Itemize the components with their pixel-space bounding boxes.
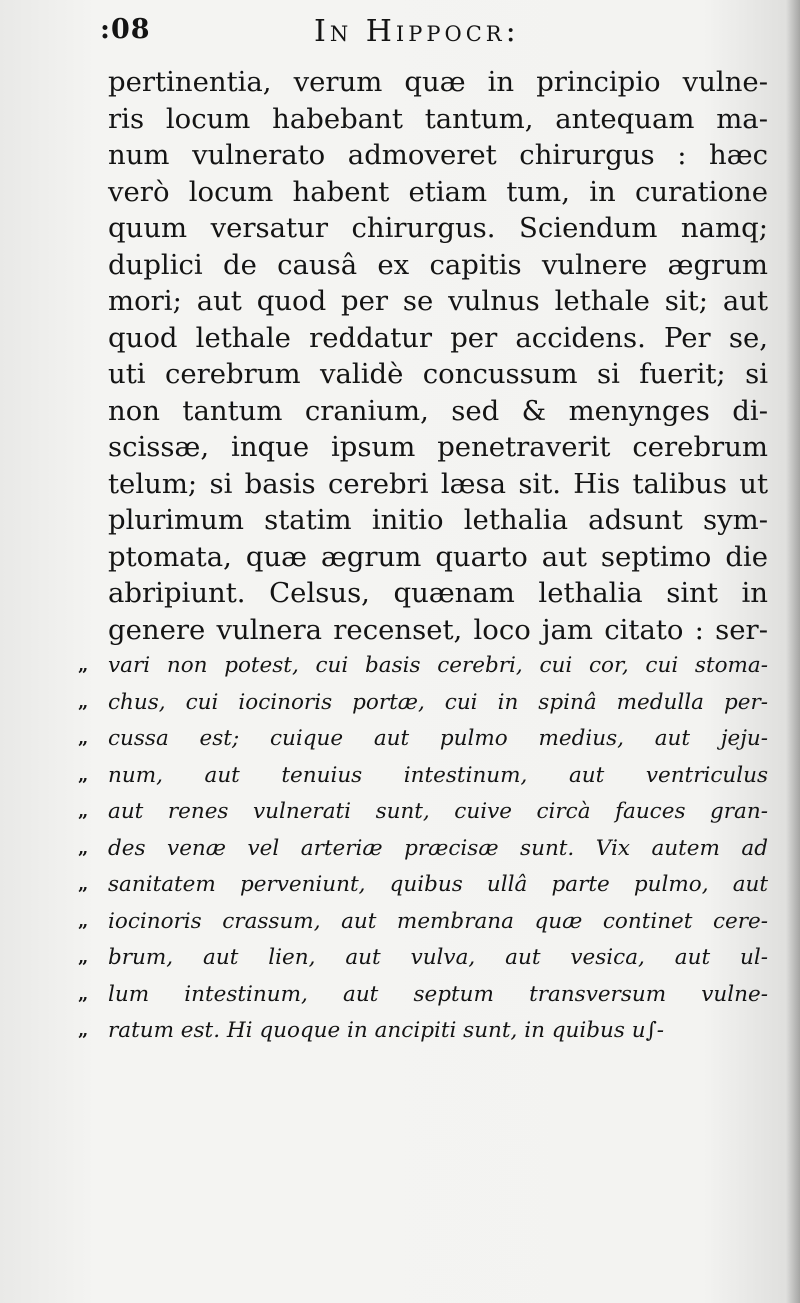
quotation-mark: „ bbox=[78, 801, 89, 822]
quotation-mark: „ bbox=[78, 837, 89, 859]
page-spine-shadow bbox=[786, 0, 800, 1303]
quotation-mark: „ bbox=[78, 910, 89, 932]
text-line bbox=[108, 502, 768, 539]
text-line-content: iocinoris crassum, aut membrana quæ continet cere- bbox=[108, 908, 768, 934]
text-line bbox=[108, 101, 768, 138]
quotation-mark: „ bbox=[78, 1020, 89, 1041]
quotation-mark: „ bbox=[78, 764, 89, 786]
text-line bbox=[108, 429, 768, 466]
text-line bbox=[78, 648, 768, 685]
text-line-content: ris locum habebant tantum, antequam ma- bbox=[108, 102, 768, 135]
text-line bbox=[78, 977, 768, 1014]
text-line bbox=[108, 283, 768, 320]
text-line-content: cussa est; cuique aut pulmo medius, aut jeju- bbox=[108, 726, 768, 751]
text-line bbox=[108, 539, 768, 576]
text-line-content: quod lethale reddatur per accidens. Per se, bbox=[108, 321, 768, 354]
text-line-content: pertinentia, verum quæ in principio vulne- bbox=[108, 66, 768, 98]
quotation-mark: „ bbox=[78, 728, 89, 749]
text-line-content: genere vulnera recenset, loco jam citato : ser- bbox=[108, 613, 768, 646]
text-line bbox=[78, 831, 768, 868]
text-line-content: lum intestinum, aut septum transversum vulne- bbox=[108, 981, 768, 1007]
text-line bbox=[78, 758, 768, 795]
text-line bbox=[78, 721, 768, 758]
text-line bbox=[108, 466, 768, 503]
text-line-content: des venæ vel arteriæ præcisæ sunt. Vix autem ad bbox=[108, 835, 768, 861]
text-line-content: mori; aut quod per se vulnus lethale sit; aut bbox=[108, 285, 768, 317]
text-line-content: vari non potest, cui basis cerebri, cui cor, cui stoma- bbox=[108, 653, 768, 678]
page-number: :08 bbox=[100, 14, 151, 45]
text-line bbox=[78, 794, 768, 831]
text-line bbox=[78, 685, 768, 722]
text-line-content: duplici de causâ ex capitis vulnere ægrum bbox=[108, 248, 768, 281]
text-line bbox=[108, 612, 768, 649]
quotation-mark: „ bbox=[78, 874, 89, 895]
text-line bbox=[108, 575, 768, 612]
text-line bbox=[108, 64, 768, 101]
page-header bbox=[100, 14, 780, 54]
text-line-content: quum versatur chirurgus. Sciendum namq; bbox=[108, 212, 768, 244]
text-line-content: aut renes vulnerati sunt, cuive circà fauces gran- bbox=[108, 799, 768, 824]
text-line bbox=[108, 247, 768, 284]
text-line-content: sanitatem perveniunt, quibus ullâ parte pulmo, aut bbox=[108, 872, 768, 897]
text-line bbox=[78, 867, 768, 904]
text-line bbox=[78, 1013, 768, 1050]
text-line-content: ratum est. Hi quoque in ancipiti sunt, in quibus u∫- bbox=[108, 1018, 665, 1043]
text-line bbox=[108, 137, 768, 174]
text-line bbox=[78, 904, 768, 941]
text-line-content: uti cerebrum validè concussum si fuerit; si bbox=[108, 358, 768, 390]
text-line-content: abripiunt. Celsus, quænam lethalia sint in bbox=[108, 577, 768, 609]
text-line-content: plurimum statim initio lethalia adsunt sym- bbox=[108, 504, 768, 536]
text-line bbox=[108, 210, 768, 247]
quotation-mark: „ bbox=[78, 947, 89, 968]
text-line-content: telum; si basis cerebri læsa sit. His talibus ut bbox=[108, 467, 768, 500]
text-line-content: non tantum cranium, sed & menynges di- bbox=[108, 394, 768, 427]
text-line-content: brum, aut lien, aut vulva, aut vesica, aut ul- bbox=[108, 945, 768, 970]
text-line bbox=[108, 320, 768, 357]
text-line-content: ptomata, quæ ægrum quarto aut septimo die bbox=[108, 540, 768, 573]
text-line-content: num, aut tenuius intestinum, aut ventriculus bbox=[108, 762, 768, 788]
text-line bbox=[108, 356, 768, 393]
text-line bbox=[108, 174, 768, 211]
text-line bbox=[78, 940, 768, 977]
text-line-content: chus, cui iocinoris portæ, cui in spinâ medulla per- bbox=[108, 689, 768, 715]
text-line-content: scissæ, inque ipsum penetraverit cerebrum bbox=[108, 431, 768, 463]
quotation-mark: „ bbox=[78, 691, 89, 713]
text-line-content: num vulnerato admoveret chirurgus : hæc bbox=[108, 139, 768, 171]
running-head: In Hippocr: bbox=[314, 14, 520, 49]
body-text bbox=[78, 64, 768, 1050]
quotation-mark: „ bbox=[78, 655, 89, 676]
quotation-mark: „ bbox=[78, 983, 89, 1005]
text-line bbox=[108, 393, 768, 430]
text-line-content: verò locum habent etiam tum, in curatione bbox=[108, 175, 768, 208]
